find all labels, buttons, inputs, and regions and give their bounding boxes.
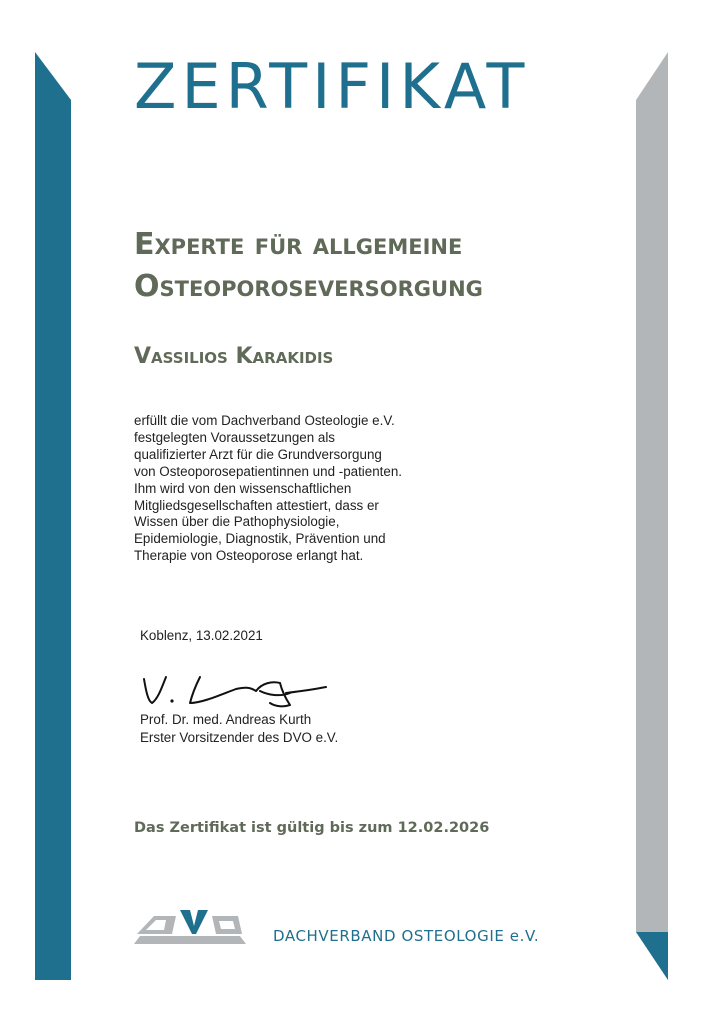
body-line: Epidemiologie, Diagnostik, Prävention und [134,531,386,547]
body-line: Wissen über die Pathophysiologie, [134,514,340,530]
handwritten-signature [140,665,340,710]
signer-block [140,711,338,747]
signer-role: Erster Vorsitzender des DVO e.V. [140,730,339,745]
place-and-date: Koblenz, 13.02.2021 [140,628,263,643]
certificate-body [134,413,474,565]
validity-statement: Das Zertifikat ist gültig bis zum 12.02.2026 [134,820,490,836]
body-line: qualifizierter Arzt für die Grundversorgung [134,446,382,462]
dvo-logo [134,906,246,944]
body-line: erfüllt die vom Dachverband Osteologie e.V. [134,413,395,428]
recipient-name: Vassilios Karakidis [134,344,334,369]
heading-line-1: Experte für allgemeine [134,227,463,262]
organization-name: DACHVERBAND OSTEOLOGIE e.V. [273,927,540,945]
left-decorative-band [35,52,71,980]
certificate-heading [134,224,483,308]
heading-line-2: Osteoporoseversorgung [134,269,483,304]
signer-name: Prof. Dr. med. Andreas Kurth [140,712,312,727]
body-line: Ihm wird von den wissenschaftlichen [134,480,352,496]
certificate-title: ZERTIFIKAT [134,50,530,123]
body-line: Therapie von Osteoporose erlangt hat. [134,548,364,564]
body-line: Mitgliedsgesellschaften attestiert, dass er [134,497,379,513]
right-decorative-band [636,52,668,980]
body-line: von Osteoporosepatientinnen und -patienten. [134,463,403,479]
body-line: festgelegten Voraussetzungen als [134,429,336,445]
